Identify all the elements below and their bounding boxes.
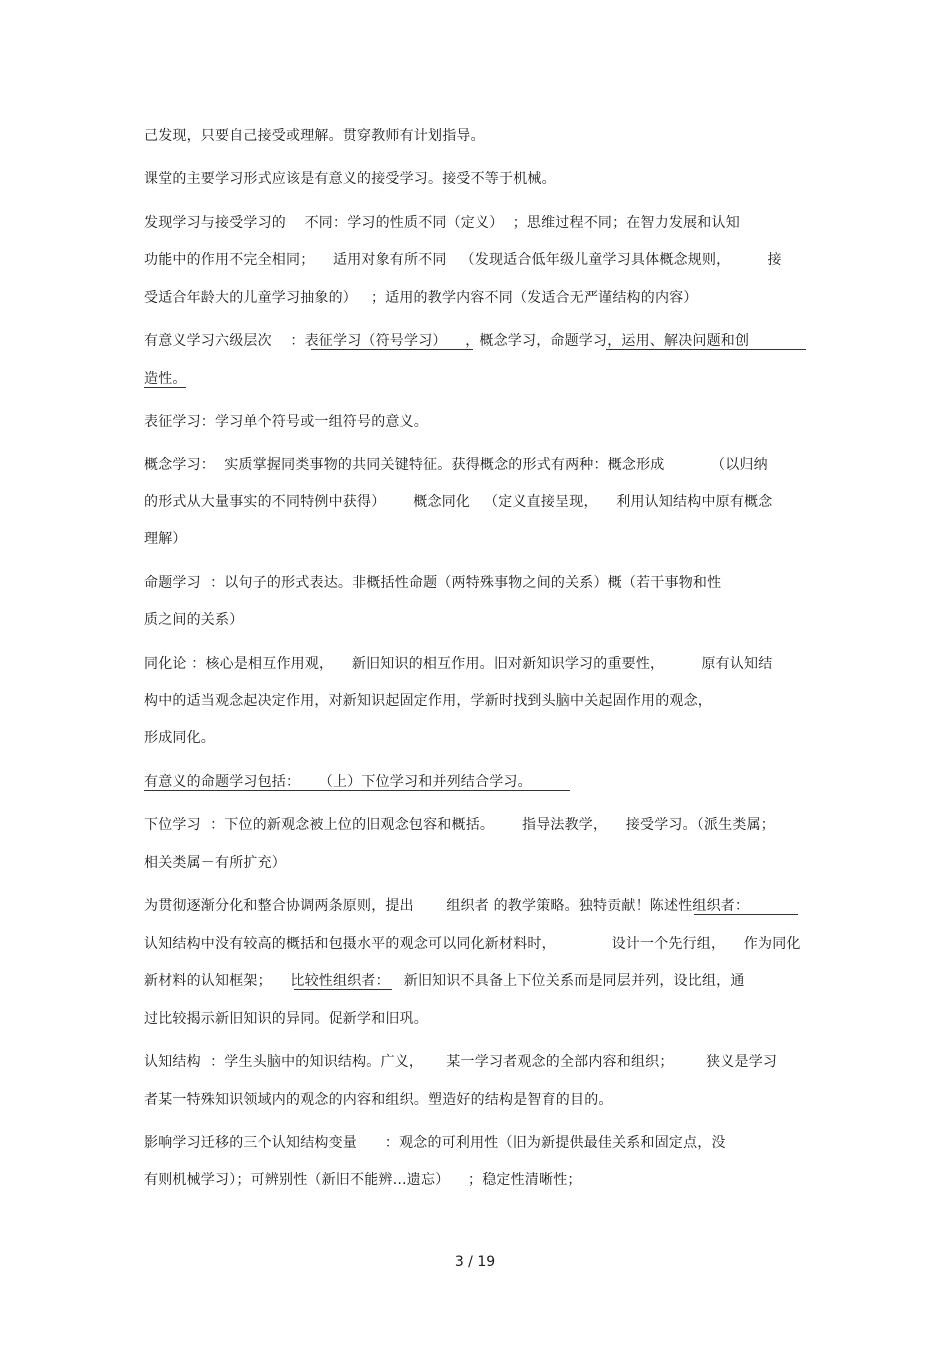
page-number: 3 / 19 (454, 1254, 496, 1270)
text-line: 认知结构中没有较高的概括和包摄水平的观念可以同化新材料时， 设计一个先行组， 作为同化 (144, 936, 801, 952)
text-line: 有意义的命题学习包括： （上）下位学习和并列结合学习。 (144, 774, 532, 790)
underline (144, 790, 570, 791)
text-line: 表征学习：学习单个符号或一组符号的意义。 (144, 414, 428, 430)
text-line: 己发现，只要自己接受或理解。贯穿教师有计划指导。 (144, 128, 485, 144)
underline (311, 349, 473, 350)
text-line: 形成同化。 (144, 730, 215, 746)
text-line: 影响学习迁移的三个认知结构变量 ：观念的可利用性（旧为新提供最佳关系和固定点，没 (144, 1135, 726, 1151)
text-line: 新材料的认知框架； 比较性组织者： 新旧知识不具备上下位关系而是同层并列，设比组，通 (144, 973, 745, 989)
text-line: 者某一特殊知识领域内的观念的内容和组织。塑造好的结构是智育的目的。 (144, 1092, 613, 1108)
text-line: 功能中的作用不完全相同； 适用对象有所不同 （发现适合低年级儿童学习具体概念规则， 接 (144, 252, 782, 268)
text-line: 同化论 ：核心是相互作用观， 新旧知识的相互作用。旧对新知识学习的重要性， 原有认知结 (144, 656, 773, 672)
underline (144, 387, 186, 388)
text-line: 受适合年龄大的儿童学习抽象的） ；适用的教学内容不同（发适合无严谨结构的内容） (144, 290, 698, 306)
text-line: 的形式从大量事实的不同特例中获得） 概念同化 （定义直接呈现， 利用认知结构中原有概念 (144, 494, 773, 510)
text-line: 认知结构 ：学生头脑中的知识结构。广义， 某一学习者观念的全部内容和组织； 狭义是学习 (144, 1054, 778, 1070)
text-line: 质之间的关系） (144, 612, 244, 628)
text-line: 相关类属－有所扩充） (144, 855, 286, 871)
text-line: 有意义学习六级层次 ：表征学习（符号学习） ，概念学习，命题学习，运用、解决问题和创 (144, 333, 750, 349)
text-line: 理解） (144, 531, 187, 547)
text-line: 概念学习： 实质掌握同类事物的共同关键特征。获得概念的形式有两种：概念形成 （以归纳 (144, 457, 768, 473)
text-line: 为贯彻逐渐分化和整合协调两条原则，提出 组织者 的教学策略。独特贡献！陈述性组织者： (144, 898, 750, 914)
text-line: 发现学习与接受学习的 不同：学习的性质不同（定义） ；思维过程不同；在智力发展和认知 (144, 215, 740, 231)
underline (694, 914, 798, 915)
text-line: 下位学习 ：下位的新观念被上位的旧观念包容和概括。 指导法教学， 接受学习。（派生类属； (144, 817, 775, 833)
underline (294, 989, 392, 990)
text-line: 构中的适当观念起决定作用，对新知识起固定作用，学新时找到头脑中关起固作用的观念， (144, 693, 712, 709)
text-line: 课堂的主要学习形式应该是有意义的接受学习。接受不等于机械。 (144, 171, 556, 187)
text-line: 过比较揭示新旧知识的异同。促新学和旧巩。 (144, 1011, 428, 1027)
text-line: 造性。 (144, 371, 187, 387)
text-line: 命题学习 ：以句子的形式表达。非概括性命题（两特殊事物之间的关系）概（若干事物和性 (144, 575, 722, 591)
underline (606, 349, 806, 350)
text-line: 有则机械学习）；可辨别性（新旧不能辨…遗忘） ；稳定性清晰性； (144, 1172, 582, 1188)
